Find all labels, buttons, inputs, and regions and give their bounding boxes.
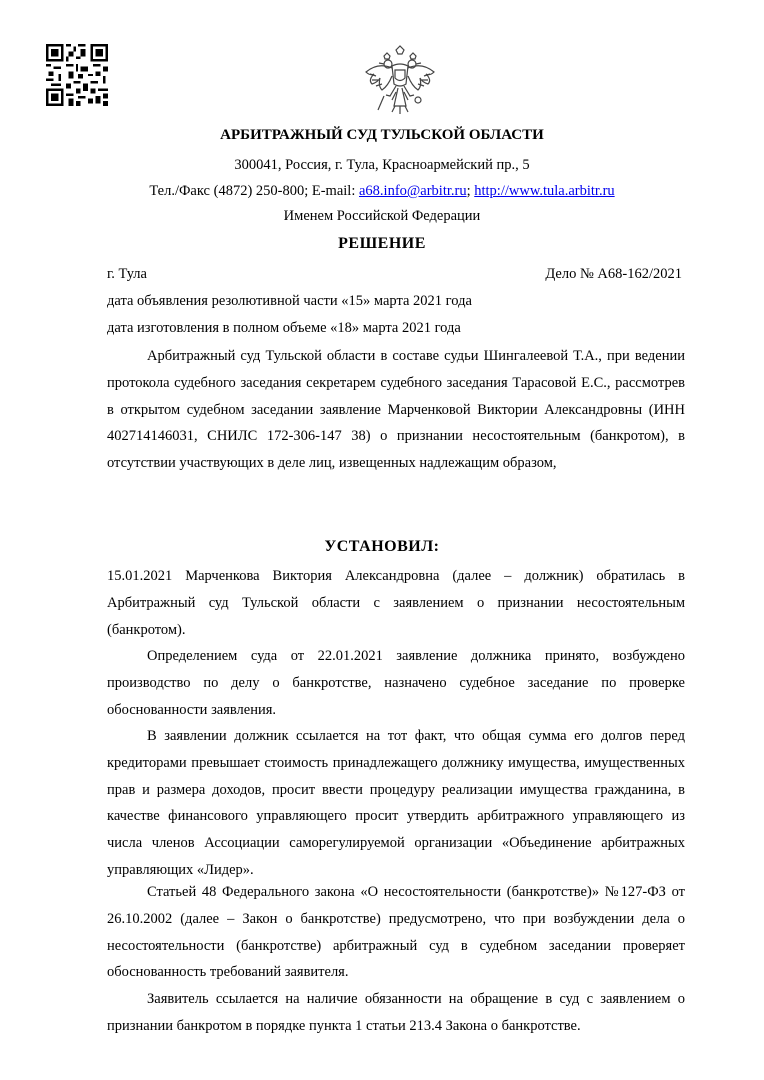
established-heading: УСТАНОВИЛ: [324,538,440,555]
court-contacts [0,183,764,200]
paragraph-2: Определением суда от 22.01.2021 заявление должника принято, возбуждено производство по делу о банкротстве, назначено судебное заседание по проверке обоснованности заявления. [107,648,685,718]
city: г. Тула [107,266,147,282]
date-full: дата изготовления в полном объеме «18» марта 2021 года [107,320,461,336]
date-resolution: дата объявления резолютивной части «15» марта 2021 года [107,293,472,309]
paragraph-4: Статьей 48 Федерального закона «О несостоятельности (банкротстве)» №127-ФЗ от 26.10.2002 (далее – Закон о банкротстве) предусмотрено, что при возбуждении дела о несостоятельности (банкротстве) арбитражный суд в судебном заседании проверяет обоснованность требований заявителя. [107,884,685,981]
email-link[interactable]: a68.info@arbitr.ru [359,183,467,199]
paragraph-3: В заявлении должник ссылается на тот факт, что общая сумма его долгов перед кредиторами превышает стоимость принадлежащего должнику имущества, имущественных прав и размера доходов, просит ввести процедуру реализации имущества гражданина, в качестве финансового управляющего просит утвердить арбитражного управляющего из числа членов Ассоциации саморегулируемой организации «Объединение арбитражных управляющих «Лидер». [107,728,685,878]
contacts-separator: ; [466,183,475,199]
paragraph-5: Заявитель ссылается на наличие обязанности на обращение в суд с заявлением о признании банкротом в порядке пункта 1 статьи 213.4 Закона о банкротстве. [107,991,685,1034]
case-number: Дело № А68-162/2021 [545,266,682,282]
intro-paragraph: Арбитражный суд Тульской области в составе судьи Шингалеевой Т.А., при ведении протокола судебного заседания секретарем судебного заседания Тарасовой Е.С., рассмотрев в открытом судебном заседании заявление Марченковой Виктории Александровны (ИНН 402714146031, СНИЛС 172-306-147 38) о признании несостоятельным (банкротом), в отсутствии участвующих в деле лиц, извещенных надлежащим образом, [107,348,685,472]
decision-title: РЕШЕНИЕ [338,235,426,252]
phone-fax: Тел./Факс (4872) 250-800; E-mail: [149,183,359,199]
court-title: АРБИТРАЖНЫЙ СУД ТУЛЬСКОЙ ОБЛАСТИ [220,127,544,143]
qr-code-icon [46,44,108,106]
website-link[interactable]: http://www.tula.arbitr.ru [474,183,615,199]
coat-of-arms-icon [362,44,438,124]
court-address: 300041, Россия, г. Тула, Красноармейский пр., 5 [234,157,530,173]
paragraph-1: 15.01.2021 Марченкова Виктория Александровна (далее – должник) обратилась в Арбитражный суд Тульской области с заявлением о признании несостоятельным (банкротом). [107,568,685,638]
federation-line: Именем Российской Федерации [283,208,481,224]
